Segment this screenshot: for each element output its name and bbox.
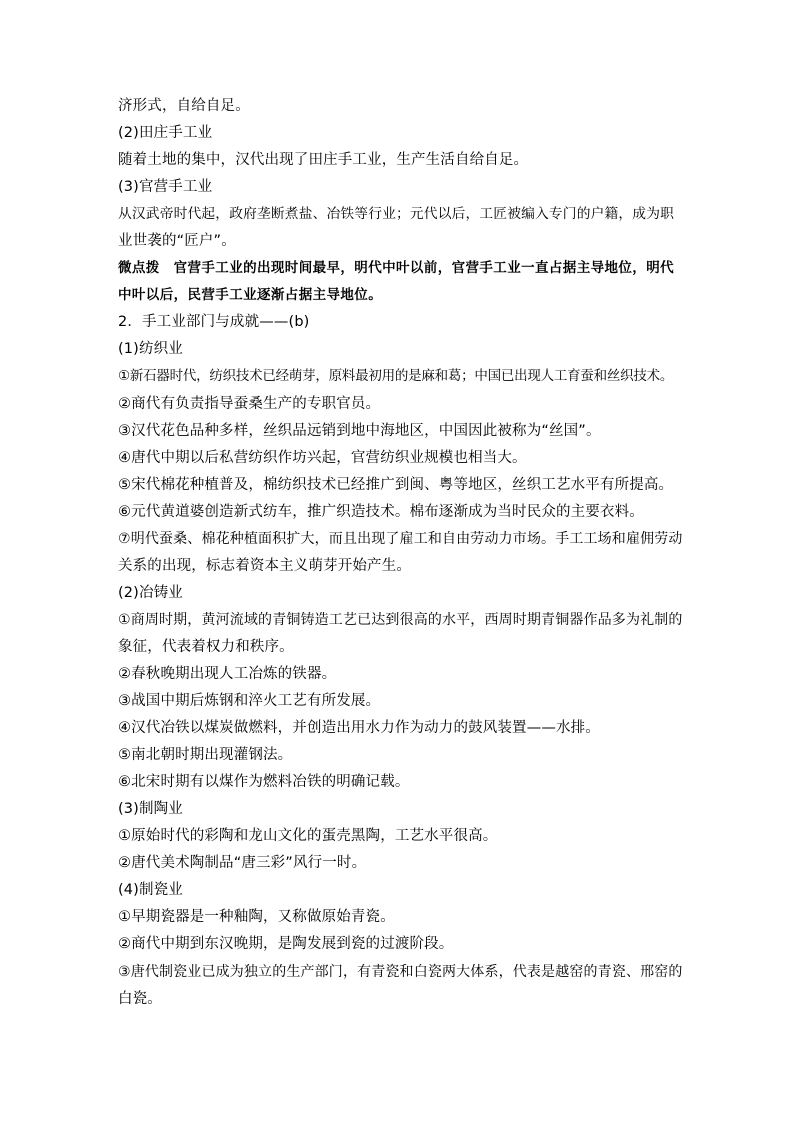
- list-item: ⑤南北朝时期出现灌钢法。: [118, 747, 293, 764]
- tip-line: 中叶以后，民营手工业逐渐占据主导地位。: [118, 287, 383, 304]
- section-heading: 2．手工业部门与成就——(b): [118, 314, 310, 331]
- text-line: 业世袭的“匠户”。: [118, 233, 236, 250]
- list-item: 白瓷。: [118, 990, 162, 1007]
- list-item: ②商代中期到东汉晚期，是陶发展到瓷的过渡阶段。: [118, 936, 454, 953]
- list-item: ①新石器时代，纺织技术已经萌芽，原料最初用的是麻和葛；中国已出现人工育蚕和丝织技术。: [118, 368, 674, 385]
- list-item: 象征，代表着权力和秩序。: [118, 638, 294, 655]
- list-item: ①原始时代的彩陶和龙山文化的蛋壳黑陶，工艺水平很高。: [118, 828, 498, 845]
- text-line: 随着土地的集中，汉代出现了田庄手工业，生产生活自给自足。: [118, 152, 529, 169]
- list-item: ⑤宋代棉花种植普及，棉纺织技术已经推广到闽、粤等地区，丝织工艺水平有所提高。: [118, 476, 674, 493]
- list-item: ③唐代制瓷业已成为独立的生产部门，有青瓷和白瓷两大体系，代表是越窑的青瓷、邢窑的: [118, 963, 683, 980]
- subheading-pottery: (3)制陶业: [118, 801, 183, 818]
- list-item: ①商周时期，黄河流域的青铜铸造工艺已达到很高的水平，西周时期青铜器作品多为礼制的: [118, 611, 683, 628]
- subheading-textile: (1)纺织业: [118, 341, 183, 358]
- subheading-porcelain: (4)制瓷业: [118, 882, 183, 899]
- list-item: ③战国中期后炼钢和淬火工艺有所发展。: [118, 693, 381, 710]
- list-item: ④汉代冶铁以煤炭做燃料，并创造出用水力作为动力的鼓风装置——水排。: [118, 720, 600, 737]
- tip-line: 微点拨 官营手工业的出现时间最早，明代中叶以前，官营手工业一直占据主导地位，明代: [118, 260, 674, 277]
- list-item: ④唐代中期以后私营纺织作坊兴起，官营纺织业规模也相当大。: [118, 449, 527, 466]
- list-item: ③汉代花色品种多样，丝织品远销到地中海地区，中国因此被称为“丝国”。: [118, 422, 601, 439]
- text-line: 济形式，自给自足。: [118, 98, 250, 114]
- list-item: ②商代有负责指导蚕桑生产的专职官员。: [118, 395, 381, 412]
- list-item: ②春秋晚期出现人工冶炼的铁器。: [118, 665, 337, 682]
- list-item: ⑦明代蚕桑、棉花种植面积扩大，而且出现了雇工和自由劳动力市场。手工工场和雇佣劳动: [118, 530, 683, 547]
- subheading-casting: (2)冶铸业: [118, 584, 183, 601]
- subheading-tianzhuang: (2)田庄手工业: [118, 125, 213, 142]
- list-item: ⑥北宋时期有以煤作为燃料冶铁的明确记载。: [118, 774, 410, 791]
- list-item: ②唐代美术陶制品“唐三彩”风行一时。: [118, 855, 367, 872]
- text-line: 从汉武帝时代起，政府垄断煮盐、冶铁等行业；元代以后，工匠被编入专门的户籍，成为职: [118, 206, 675, 223]
- subheading-guanying: (3)官营手工业: [118, 179, 213, 196]
- list-item: ⑥元代黄道婆创造新式纺车，推广织造技术。棉布逐渐成为当时民众的主要衣料。: [118, 503, 644, 520]
- list-item: 关系的出现，标志着资本主义萌芽开始产生。: [118, 557, 411, 574]
- document-page: [118, 93, 683, 1013]
- list-item: ①早期瓷器是一种釉陶，又称做原始青瓷。: [118, 909, 395, 926]
